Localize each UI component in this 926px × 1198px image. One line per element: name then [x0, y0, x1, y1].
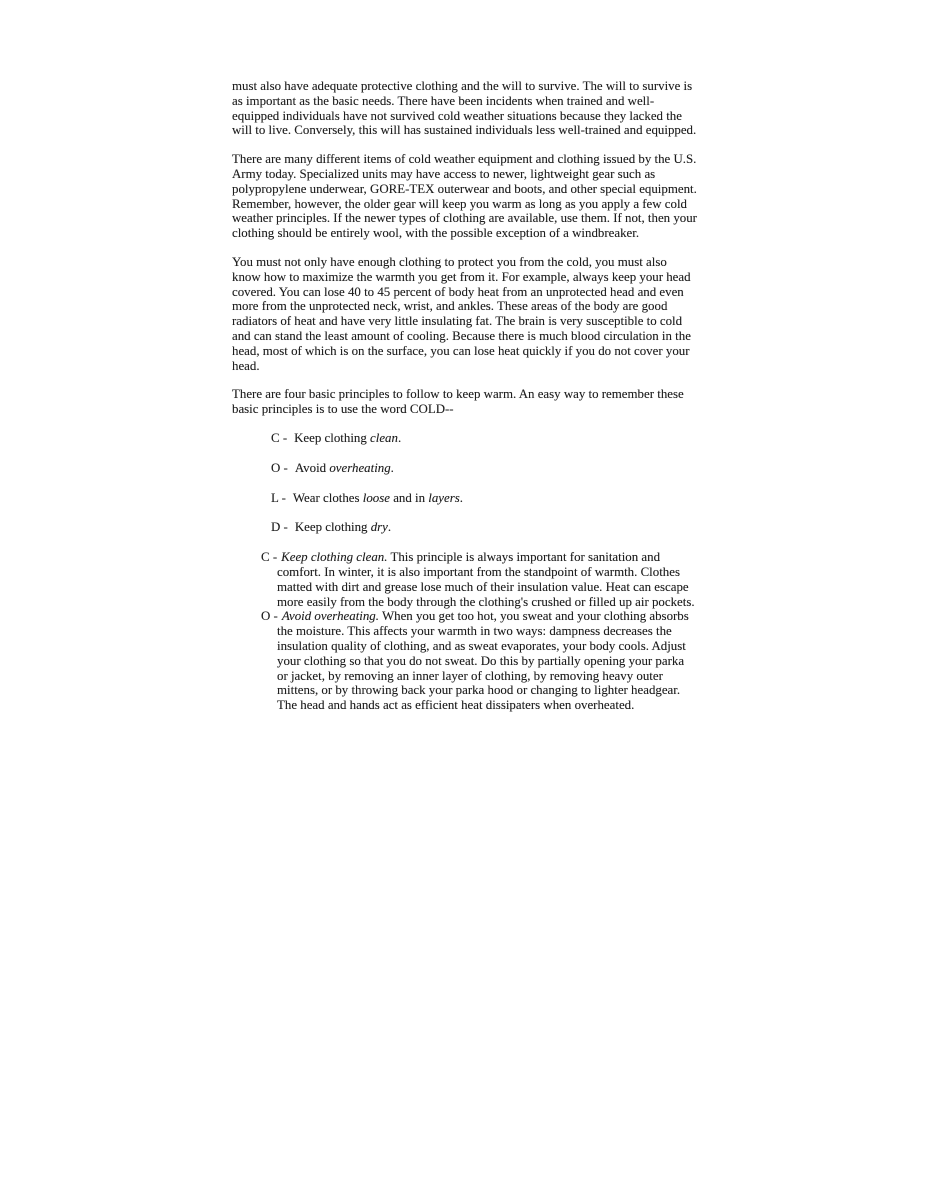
paragraph-will-to-survive: must also have adequate protective clothing and the will to survive. The will to survive is as important as the basic needs. There have been incidents when trained and well-equipped individuals have not survived cold weather situations because they lacked the will to live. Conversely, this will has sustained individuals less well-trained and equipped.	[232, 79, 697, 138]
paragraph-maximize-warmth: You must not only have enough clothing to protect you from the cold, you must also know how to maximize the warmth you get from it. For example, always keep your head covered. You can lose 40 to 45 percent of body heat from an unprotected head and even more from the unprotected neck, wrist, and ankles. These areas of the body are good radiators of heat and have very little insulating fat. The brain is very susceptible to cold and can stand the least amount of cooling. Because there is much blood circulation in the head, most of which is on the surface, you can lose heat quickly if you do not cover your head.	[232, 254, 691, 373]
cold-item-clean	[232, 431, 698, 446]
principle-text: Avoid overheating. When you get too hot, you sweat and your clothing absorbs the moisture. This affects your warmth in two ways: dampness decreases the insulation quality of clothing, and as sweat evaporates, your body cools. Adjust your clothing so that you do not sweat. Do this by partially opening your parka or jacket, by removing an inner layer of clothing, by removing heavy outer mittens, or by throwing back your parka hood or changing to lighter headgear. The head and hands act as efficient heat dissipaters when overheated.	[277, 609, 689, 713]
cold-item-letter: D -	[271, 520, 288, 535]
principle-letter: O -	[261, 609, 278, 624]
principle-text: Keep clothing clean. This principle is always important for sanitation and comfort. In winter, it is also important from the standpoint of warmth. Clothes matted with dirt and grease lose much of their insulation value. Heat can escape more easily from the body through the clothing's crushed or filled up air pockets.	[277, 550, 695, 609]
cold-item-text: Keep clothing clean.	[294, 430, 402, 445]
paragraph-cold-acronym-intro: There are four basic principles to follow to keep warm. An easy way to remember these basic principles is to use the word COLD--	[232, 387, 684, 417]
cold-item-letter: C -	[271, 430, 288, 445]
cold-item-letter: L -	[271, 490, 286, 505]
cold-item-text: Keep clothing dry.	[294, 520, 392, 535]
cold-item-overheating	[232, 461, 698, 476]
cold-acronym-list	[232, 431, 698, 535]
cold-item-dry	[232, 520, 698, 535]
principle-keep-clothing-clean	[232, 550, 698, 609]
principle-letter: C -	[261, 550, 278, 565]
cold-item-text: Avoid overheating.	[294, 460, 394, 475]
text-column	[232, 79, 698, 713]
principle-paragraphs	[232, 550, 698, 713]
cold-item-text: Wear clothes loose and in layers.	[292, 490, 464, 505]
cold-item-loose-layers	[232, 491, 698, 506]
principle-avoid-overheating	[232, 609, 698, 713]
cold-item-letter: O -	[271, 460, 288, 475]
paragraph-equipment-issued: There are many different items of cold weather equipment and clothing issued by the U.S. Army today. Specialized units may have access to newer, lightweight gear such as polypropylene underwear, GORE-TEX outerwear and boots, and other special equipment. Remember, however, the older gear will keep you warm as long as you apply a few cold weather principles. If the newer types of clothing are available, use them. If not, then your clothing should be entirely wool, with the possible exception of a windbreaker.	[232, 152, 697, 241]
